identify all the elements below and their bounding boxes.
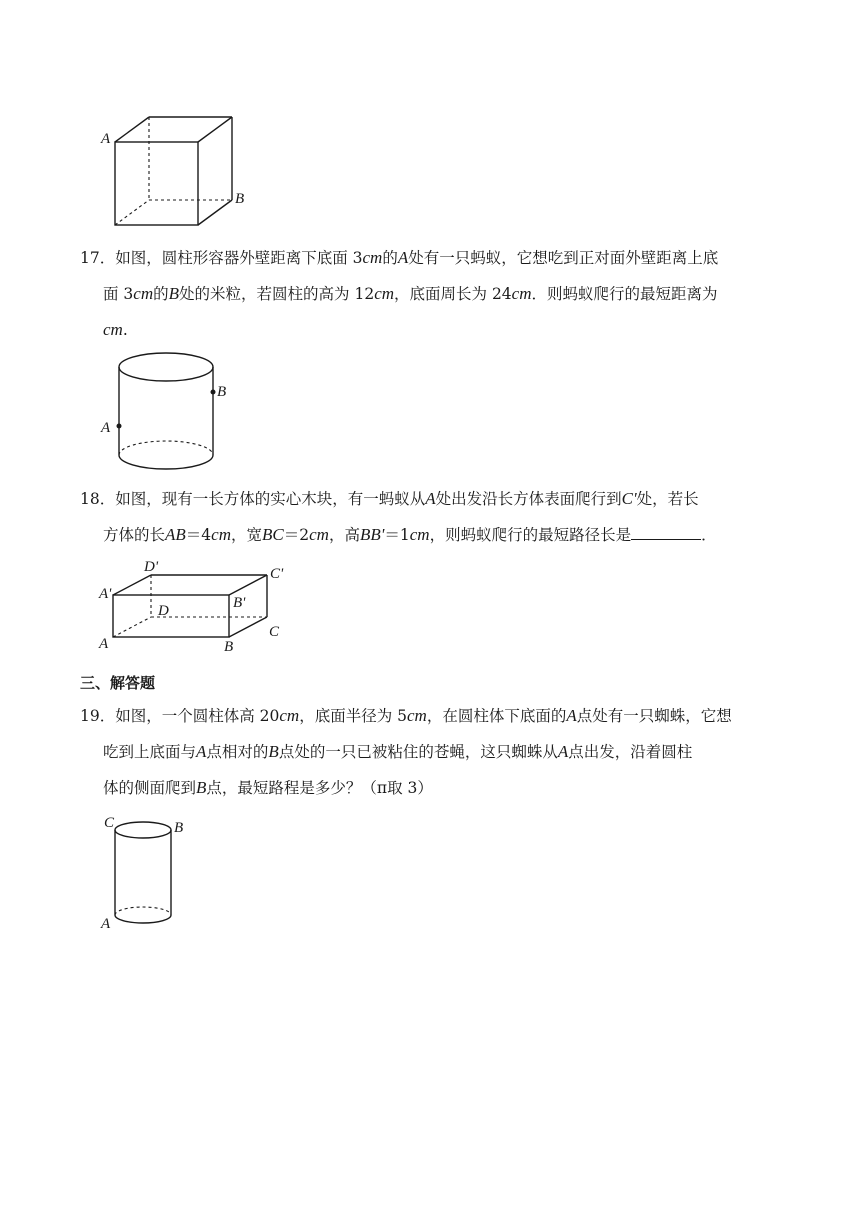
q17-point-a: A — [397, 248, 409, 267]
cube-hidden-edge — [115, 200, 149, 225]
section-heading: 三、解答题 — [80, 674, 156, 692]
cube-label-b: B — [235, 191, 245, 207]
box18-front-face — [113, 595, 229, 637]
q17-unit: cm — [103, 320, 123, 339]
q18-text: ． — [701, 526, 717, 544]
q17-text: 的 — [382, 249, 398, 267]
q17-text: ，底面周长为 24 — [394, 285, 512, 303]
cube-figure — [95, 110, 255, 235]
q19-point-a: A — [566, 706, 577, 725]
cylinder17-bottom-back — [119, 441, 213, 455]
q17-unit: cm — [374, 284, 395, 303]
box18-hidden-edge — [113, 617, 151, 637]
q19-point-b: B — [268, 742, 279, 761]
q18-unit: cm — [211, 525, 231, 544]
cylinder17-figure — [95, 345, 245, 480]
q17-text: 的 — [153, 285, 169, 303]
cube-edge — [115, 117, 149, 142]
cylinder17-label-a: A — [101, 420, 111, 436]
q18-line2 — [103, 525, 717, 545]
q17-text: 处的米粒，若圆柱的高为 12 — [179, 285, 375, 303]
q18-text: ＝4 — [185, 526, 212, 544]
q17-text: 处有一只蚂蚁，它想吃到正对面外壁距离上底 — [408, 249, 719, 267]
q18-text: 18．如图，现有一长方体的实心木块，有一蚂蚁从 — [80, 490, 426, 508]
cylinder19-figure — [95, 812, 205, 937]
cylinder17-bottom-front — [119, 455, 213, 469]
cube-edge — [198, 200, 232, 225]
q19-text: 点处的一只已被粘住的苍蝇，这只蜘蛛从 — [278, 743, 558, 761]
box18-label-b-prime: B' — [233, 595, 246, 611]
q18-line1 — [80, 489, 699, 509]
q18-segment-ab: AB — [165, 525, 186, 544]
q18-text: ，宽 — [231, 526, 263, 544]
q18-text: ，高 — [328, 526, 360, 544]
q19-text: 点，最短路程是多少？（π取 3） — [206, 779, 433, 797]
q18-text: ＝2 — [283, 526, 310, 544]
q19-point-a: A — [196, 742, 207, 761]
box18-label-a-prime: A' — [99, 586, 112, 602]
cube-front-face — [115, 142, 198, 225]
cylinder17-label-b: B — [217, 384, 227, 400]
cylinder19-bottom-back — [115, 907, 171, 915]
box18-edge — [229, 617, 267, 637]
q17-text: 17．如图，圆柱形容器外壁距离下底面 3 — [80, 249, 363, 267]
q18-segment-bb-prime: BB' — [359, 525, 385, 544]
q17-unit: cm — [133, 284, 154, 303]
q17-text: . — [122, 321, 128, 339]
cube-label-a: A — [101, 131, 111, 147]
box18-label-a: A — [99, 636, 109, 652]
cube-edge — [198, 117, 232, 142]
q19-point-a: A — [557, 742, 569, 761]
q18-point-c-prime: C' — [621, 489, 637, 508]
q17-text: 面 3 — [103, 285, 134, 303]
q19-line2 — [103, 742, 692, 762]
q17-unit: cm — [362, 248, 383, 267]
cylinder17-point-a — [117, 424, 122, 429]
cylinder17-point-b — [211, 390, 216, 395]
cylinder19-bottom-front — [115, 915, 171, 923]
q18-unit: cm — [309, 525, 329, 544]
q19-point-b: B — [196, 778, 207, 797]
q18-unit: cm — [409, 525, 430, 544]
q18-text: 处，若长 — [636, 490, 699, 508]
q19-text: 点相对的 — [206, 743, 269, 761]
box18-edge — [229, 575, 267, 595]
q19-line1 — [80, 706, 732, 726]
q19-text: 吃到上底面与 — [103, 743, 197, 761]
box18-label-d: D — [158, 603, 169, 619]
box18-edge — [113, 575, 151, 595]
box18-label-b: B — [224, 639, 234, 655]
box18-label-c: C — [269, 624, 280, 640]
box18-figure — [95, 560, 305, 655]
q19-text: 体的侧面爬到 — [103, 779, 197, 797]
q18-text: ＝1 — [384, 526, 410, 544]
q17-line1 — [80, 248, 718, 268]
q19-text: 19．如图，一个圆柱体高 20 — [80, 707, 280, 725]
cylinder19-top — [115, 822, 171, 838]
q19-line3 — [103, 778, 433, 798]
q17-line2 — [103, 284, 718, 304]
q18-answer-blank[interactable] — [631, 525, 701, 540]
q18-text: ，则蚂蚁爬行的最短路径长是 — [429, 526, 632, 544]
cylinder19-label-a: A — [101, 916, 111, 932]
q19-text: 点处有一只蜘蛛，它想 — [576, 707, 732, 725]
q19-text: ，在圆柱体下底面的 — [426, 707, 567, 725]
q19-unit: cm — [407, 706, 427, 725]
box18-label-c-prime: C' — [270, 566, 284, 582]
cylinder17-top — [119, 353, 213, 381]
box18-label-d-prime: D' — [144, 559, 159, 575]
q19-text: ，底面半径为 5 — [299, 707, 407, 725]
cylinder19-label-b: B — [174, 820, 184, 836]
q18-segment-bc: BC — [262, 525, 284, 544]
q17-line3 — [103, 320, 128, 340]
q17-text: ．则蚂蚁爬行的最短距离为 — [531, 285, 718, 303]
q19-text: 点出发，沿着圆柱 — [568, 743, 693, 761]
q17-unit: cm — [511, 284, 532, 303]
q19-unit: cm — [279, 706, 300, 725]
q18-point-a: A — [425, 489, 436, 508]
q18-text: 方体的长 — [103, 526, 166, 544]
cylinder19-label-c: C — [104, 815, 115, 831]
q18-text: 处出发沿长方体表面爬行到 — [435, 490, 622, 508]
q17-point-b: B — [168, 284, 180, 303]
